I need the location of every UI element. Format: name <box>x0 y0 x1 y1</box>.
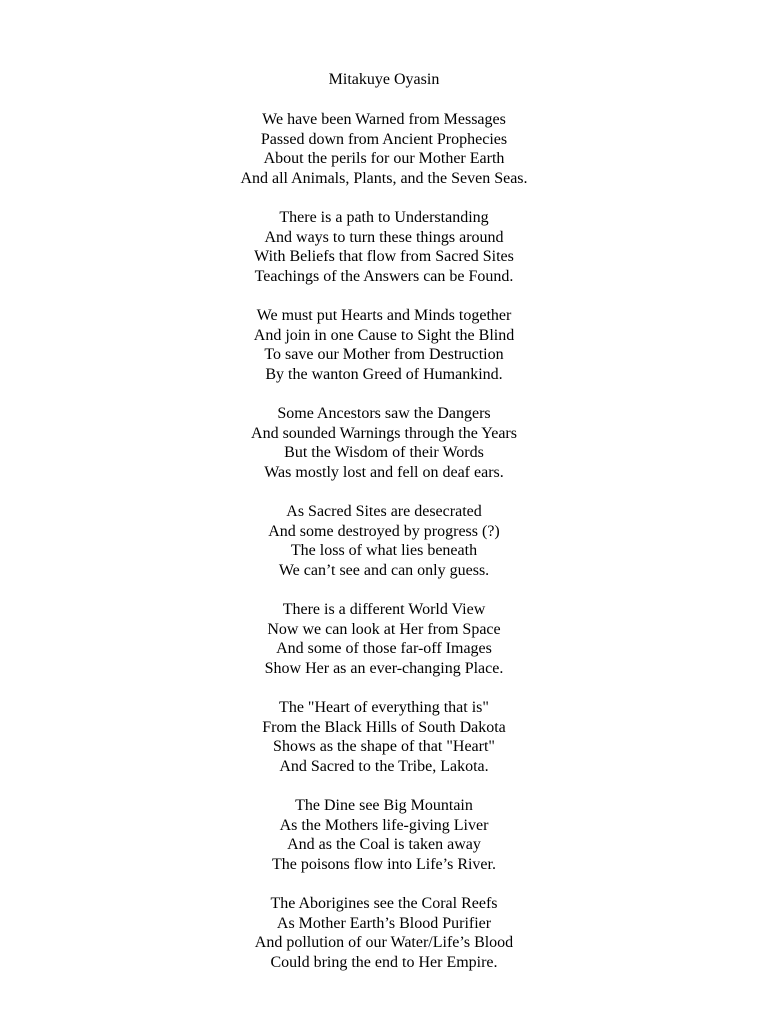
poem-line: The poisons flow into Life’s River. <box>272 855 496 873</box>
poem-line: And some destroyed by progress (?) <box>268 522 500 540</box>
poem-line: And ways to turn these things around <box>264 228 504 246</box>
poem-line: And pollution of our Water/Life’s Blood <box>254 934 514 952</box>
stanza-7 <box>0 698 768 776</box>
stanza-2 <box>0 208 768 286</box>
poem-line: About the perils for our Mother Earth <box>263 150 505 168</box>
poem-line: And Sacred to the Tribe, Lakota. <box>279 757 489 775</box>
poem-line: By the wanton Greed of Humankind. <box>265 365 503 383</box>
poem-line: From the Black Hills of South Dakota <box>262 718 506 736</box>
poem-line: To save our Mother from Destruction <box>264 346 504 364</box>
poem-line: There is a different World View <box>282 601 486 618</box>
poem-line: The Aborigines see the Coral Reefs <box>270 895 498 912</box>
poem-line: Was mostly lost and fell on deaf ears. <box>264 463 504 481</box>
stanza-5 <box>0 502 768 580</box>
stanza-4 <box>0 404 768 482</box>
poem-line: The loss of what lies beneath <box>290 542 478 560</box>
stanza-1 <box>0 110 768 188</box>
poem-line: Could bring the end to Her Empire. <box>270 953 498 971</box>
poem-line: The "Heart of everything that is" <box>279 699 489 716</box>
poem-line: Some Ancestors saw the Dangers <box>277 405 491 422</box>
poem-line: And join in one Cause to Sight the Blind <box>253 326 515 344</box>
poem-line: And as the Coal is taken away <box>287 836 481 854</box>
poem-line: There is a path to Understanding <box>279 209 489 226</box>
poem-line: But the Wisdom of their Words <box>284 444 484 462</box>
poem-line: With Beliefs that flow from Sacred Sites <box>254 248 514 266</box>
poem-line: Passed down from Ancient Prophecies <box>260 130 508 148</box>
stanza-9 <box>0 894 768 972</box>
stanza-3 <box>0 306 768 384</box>
poem-title: Mitakuye Oyasin <box>328 71 440 88</box>
poem-line: We must put Hearts and Minds together <box>256 307 512 324</box>
poem-line: And all Animals, Plants, and the Seven Seas. <box>240 169 528 187</box>
poem-line: Teachings of the Answers can be Found. <box>254 267 514 285</box>
poem-line: As Mother Earth’s Blood Purifier <box>276 914 492 932</box>
poem-line: And some of those far-off Images <box>276 640 492 658</box>
poem-line: As the Mothers life-giving Liver <box>279 816 489 834</box>
stanza-8 <box>0 796 768 874</box>
poem-line: And sounded Warnings through the Years <box>251 424 517 442</box>
poem-line: The Dine see Big Mountain <box>295 797 473 814</box>
poem-line: We can’t see and can only guess. <box>278 561 490 579</box>
poem-line: As Sacred Sites are desecrated <box>286 503 482 520</box>
poem-line: Now we can look at Her from Space <box>267 620 501 638</box>
poem-line: Shows as the shape of that "Heart" <box>273 738 495 756</box>
stanza-6 <box>0 600 768 678</box>
poem-line: We have been Warned from Messages <box>262 111 506 128</box>
poem-line: Show Her as an ever-changing Place. <box>264 659 504 677</box>
